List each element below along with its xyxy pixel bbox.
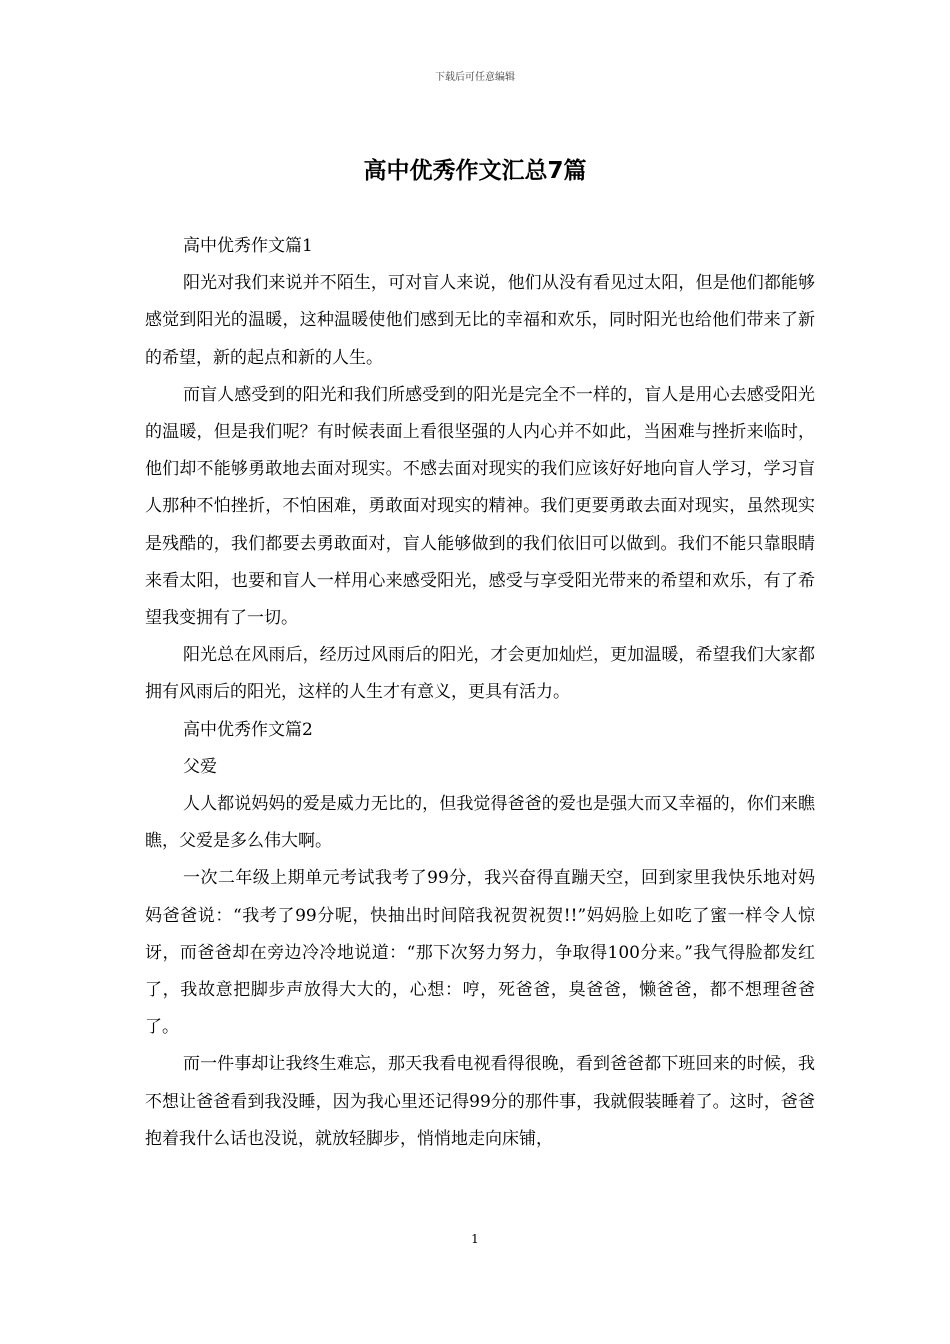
- paragraph: 而盲人感受到的阳光和我们所感受到的阳光是完全不一样的，盲人是用心去感受阳光的温暖，但是我们呢？有时候表面上看很坚强的人内心并不如此，当困难与挫折来临时，他们却不能够勇敢地去面对现实。不感去面对现实的我们应该好好地向盲人学习，学习盲人那种不怕挫折，不怕困难，勇敢面对现实的精神。我们更要勇敢去面对现实，虽然现实是残酷的，我们都要去勇敢面对，盲人能够做到的我们依旧可以做到。我们不能只靠眼睛来看太阳，也要和盲人一样用心来感受阳光，感受与享受阳光带来的希望和欢乐，有了希望我变拥有了一切。: [145, 384, 815, 629]
- essay-2-subtitle: 父爱: [183, 756, 217, 777]
- paragraph: 一次二年级上期单元考试我考了99分，我兴奋得直蹦天空，回到家里我快乐地对妈妈爸爸说：“我考了99分呢，快抽出时间陪我祝贺祝贺!!”妈妈脸上如吃了蜜一样令人惊讶，而爸爸却在旁边冷冷地说道：“那下次努力努力，争取得100分来。”我气得脸都发红了，我故意把脚步声放得大大的，心想：哼，死爸爸，臭爸爸，懒爸爸，都不想理爸爸了。: [145, 868, 815, 1038]
- paragraph: 而一件事却让我终生难忘，那天我看电视看得很晚，看到爸爸都下班回来的时候，我不想让爸爸看到我没睡，因为我心里还记得99分的那件事，我就假装睡着了。这时，爸爸抱着我什么话也没说，就放轻脚步，悄悄地走向床铺，: [145, 1054, 815, 1149]
- page-header-note: 下载后可任意编辑: [435, 72, 515, 83]
- essay-2-heading: 高中优秀作文篇2: [183, 719, 313, 740]
- paragraph: 阳光总在风雨后，经历过风雨后的阳光，才会更加灿烂，更加温暖，希望我们大家都拥有风雨后的阳光，这样的人生才有意义，更具有活力。: [145, 645, 815, 703]
- essay-1-heading: 高中优秀作文篇1: [183, 236, 313, 256]
- document-title: 高中优秀作文汇总7篇: [363, 158, 587, 184]
- document-body: [145, 228, 815, 1158]
- page-number: 1: [471, 1232, 479, 1246]
- paragraph: 阳光对我们来说并不陌生，可对盲人来说，他们从没有看见过太阳，但是他们都能够感觉到阳光的温暖，这种温暖使他们感到无比的幸福和欢乐，同时阳光也给他们带来了新的希望，新的起点和新的人生。: [145, 273, 815, 368]
- paragraph: 人人都说妈妈的爱是威力无比的，但我觉得爸爸的爱也是强大而又幸福的，你们来瞧瞧，父爱是多么伟大啊。: [145, 794, 815, 852]
